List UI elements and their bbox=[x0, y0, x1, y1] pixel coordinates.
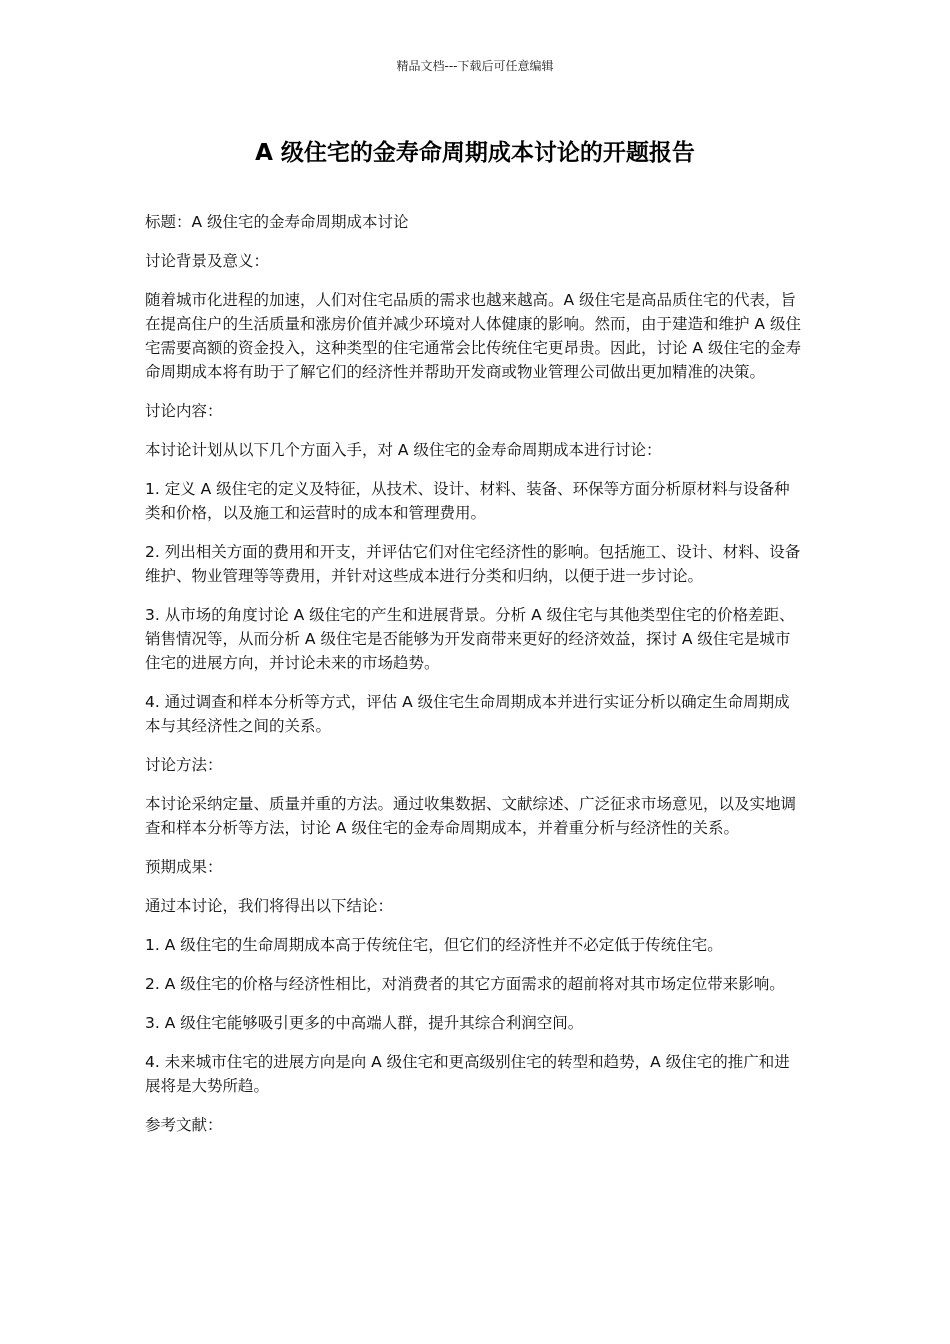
list-item-content-2: 2. 列出相关方面的费用和开支，并评估它们对住宅经济性的影响。包括施工、设计、材料、设备维护、物业管理等等费用，并针对这些成本进行分类和归纳，以便于进一步讨论。 bbox=[145, 543, 801, 585]
document-title: A 级住宅的金寿命周期成本讨论的开题报告 bbox=[255, 140, 695, 166]
section-heading-results: 预期成果： bbox=[145, 858, 223, 876]
paragraph-content-intro: 本讨论计划从以下几个方面入手，对 A 级住宅的金寿命周期成本进行讨论： bbox=[145, 441, 662, 459]
section-heading-content: 讨论内容： bbox=[145, 402, 223, 420]
list-item-content-3: 3. 从市场的角度讨论 A 级住宅的产生和进展背景。分析 A 级住宅与其他类型住宅的价格差距、销售情况等，从而分析 A 级住宅是否能够为开发商带来更好的经济效益，探讨 A 级住宅是城市住宅的进展方向，并讨论未来的市场趋势。 bbox=[145, 606, 795, 672]
paragraph-results-intro: 通过本讨论，我们将得出以下结论： bbox=[145, 897, 394, 915]
list-item-result-2: 2. A 级住宅的价格与经济性相比，对消费者的其它方面需求的超前将对其市场定位带来影响。 bbox=[145, 975, 785, 993]
list-item-result-1: 1. A 级住宅的生命周期成本高于传统住宅，但它们的经济性并不必定低于传统住宅。 bbox=[145, 936, 723, 954]
list-item-content-1: 1. 定义 A 级住宅的定义及特征，从技术、设计、材料、装备、环保等方面分析原材料与设备种类和价格，以及施工和运营时的成本和管理费用。 bbox=[145, 480, 790, 522]
section-heading-background: 讨论背景及意义： bbox=[145, 252, 270, 270]
paragraph-topic: 标题：A 级住宅的金寿命周期成本讨论 bbox=[145, 213, 409, 231]
list-item-result-3: 3. A 级住宅能够吸引更多的中高端人群，提升其综合利润空间。 bbox=[145, 1014, 584, 1032]
list-item-content-4: 4. 通过调查和样本分析等方式，评估 A 级住宅生命周期成本并进行实证分析以确定生命周期成本与其经济性之间的关系。 bbox=[145, 693, 790, 735]
section-heading-method: 讨论方法： bbox=[145, 756, 223, 774]
list-item-result-4: 4. 未来城市住宅的进展方向是向 A 级住宅和更高级别住宅的转型和趋势，A 级住宅的推广和进展将是大势所趋。 bbox=[145, 1053, 790, 1095]
document-body bbox=[145, 210, 805, 1152]
paragraph-method: 本讨论采纳定量、质量并重的方法。通过收集数据、文献综述、广泛征求市场意见，以及实地调查和样本分析等方法，讨论 A 级住宅的金寿命周期成本，并着重分析与经济性的关系。 bbox=[145, 795, 797, 837]
paragraph-background: 随着城市化进程的加速，人们对住宅品质的需求也越来越高。A 级住宅是高品质住宅的代表，旨在提高住户的生活质量和涨房价值并减少环境对人体健康的影响。然而，由于建造和维护 A 级住宅需要高额的资金投入，这种类型的住宅通常会比传统住宅更昂贵。因此，讨论 A 级住宅的金寿命周期成本将有助于了解它们的经济性并帮助开发商或物业管理公司做出更加精准的决策。 bbox=[145, 291, 801, 381]
section-heading-references: 参考文献： bbox=[145, 1116, 223, 1134]
header-note: 精品文档---下载后可任意编辑 bbox=[396, 59, 554, 73]
